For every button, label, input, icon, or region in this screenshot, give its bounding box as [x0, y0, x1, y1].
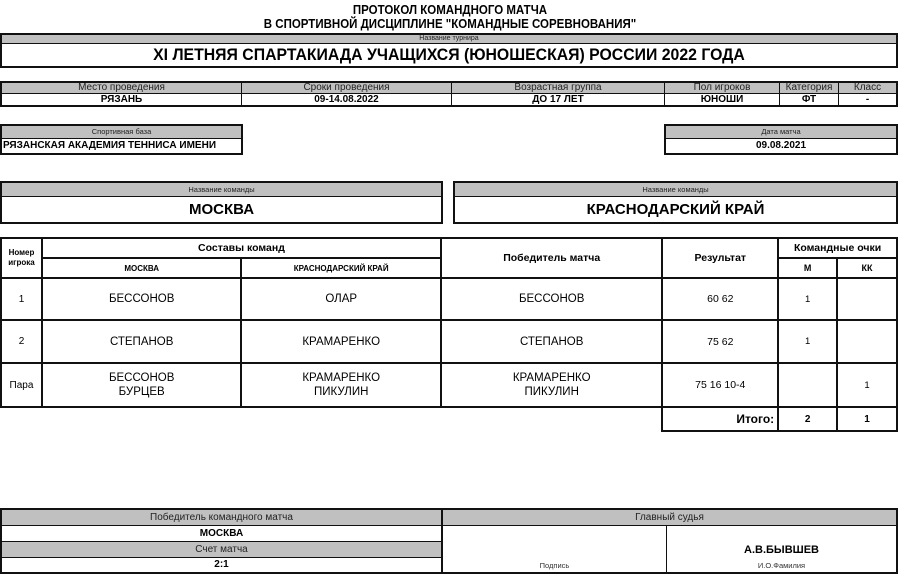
home-pair — [42, 363, 241, 407]
team-winner-label: Победитель командного матча — [2, 510, 441, 526]
dates-label: Сроки проведения — [242, 83, 452, 93]
home-player-1: БЕССОНОВ — [108, 372, 175, 384]
info-box — [0, 81, 898, 107]
venue-label: Место проведения — [2, 83, 242, 93]
points-home: 1 — [778, 278, 837, 320]
totals-spacer — [1, 407, 662, 431]
match-result: 75 16 10-4 — [662, 363, 778, 407]
home-player: СТЕПАНОВ — [42, 320, 241, 363]
away-team-name: КРАСНОДАРСКИЙ КРАЙ — [586, 201, 765, 218]
class-value: - — [865, 94, 870, 105]
points-away — [837, 278, 897, 320]
tournament-box — [0, 33, 898, 68]
player-number-header: Номер игрока — [1, 238, 42, 278]
points-away — [837, 320, 897, 363]
away-team-label: Название команды — [455, 183, 896, 197]
table-row — [1, 363, 897, 407]
sport-base-box — [0, 124, 243, 155]
match-winner: СТЕПАНОВ — [441, 320, 662, 363]
match-score-label: Счет матча — [2, 542, 441, 558]
table-row — [1, 320, 897, 363]
player-number: Пара — [1, 363, 42, 407]
totals-row — [1, 407, 897, 431]
match-score-value: 2:1 — [214, 559, 229, 570]
age-group-value: ДО 17 ЛЕТ — [452, 94, 665, 105]
result-header: Результат — [662, 238, 778, 278]
protocol-title: ПРОТОКОЛ КОМАНДНОГО МАТЧА — [352, 3, 548, 17]
points-home-header: М — [778, 258, 837, 278]
match-winner — [441, 363, 662, 407]
signature-label: Подпись — [539, 561, 570, 570]
venue-value: РЯЗАНЬ — [2, 94, 242, 105]
lineups-header: Составы команд — [42, 238, 441, 258]
points-home: 1 — [778, 320, 837, 363]
away-team-box — [453, 181, 898, 224]
match-result: 75 62 — [662, 320, 778, 363]
match-date-label: Дата матча — [666, 126, 896, 139]
team-points-header: Командные очки — [778, 238, 897, 258]
away-player: КРАМАРЕНКО — [241, 320, 441, 363]
results-table — [0, 237, 898, 432]
points-away-header: КК — [837, 258, 897, 278]
category-label: Категория — [780, 83, 839, 93]
match-date-box — [664, 124, 898, 155]
sport-base-label: Спортивная база — [2, 126, 241, 139]
points-away: 1 — [837, 363, 897, 407]
protocol-subtitle: В СПОРТИВНОЙ ДИСЦИПЛИНЕ "КОМАНДНЫЕ СОРЕВНОВАНИЯ" — [263, 17, 637, 31]
dates-value: 09-14.08.2022 — [242, 94, 452, 105]
tournament-name: XI ЛЕТНЯЯ СПАРТАКИАДА УЧАЩИХСЯ (ЮНОШЕСКАЯ) РОССИИ 2022 ГОДА — [153, 45, 745, 64]
home-team-box — [0, 181, 443, 224]
judge-name-cell — [667, 526, 896, 572]
away-lineup-header: КРАСНОДАРСКИЙ КРАЙ — [241, 258, 441, 278]
away-player: ОЛАР — [241, 278, 441, 320]
totals-away: 1 — [837, 407, 897, 431]
signature-cell — [443, 526, 667, 572]
home-team-label: Название команды — [2, 183, 441, 197]
home-team-name: МОСКВА — [188, 201, 255, 218]
home-player: БЕССОНОВ — [42, 278, 241, 320]
tournament-label: Название турнира — [2, 35, 896, 44]
home-player-2: БУРЦЕВ — [118, 386, 165, 398]
player-number: 2 — [1, 320, 42, 363]
winner-header: Победитель матча — [441, 238, 662, 278]
gender-value: ЮНОШИ — [665, 94, 780, 105]
judge-name-label: И.О.Фамилия — [757, 561, 806, 570]
team-winner-value: МОСКВА — [2, 526, 441, 542]
chief-judge-label: Главный судья — [443, 510, 896, 526]
home-lineup-header: МОСКВА — [42, 258, 241, 278]
totals-home: 2 — [778, 407, 837, 431]
match-date-value: 09.08.2021 — [755, 140, 807, 151]
winner-player-2: ПИКУЛИН — [524, 386, 579, 398]
player-number: 1 — [1, 278, 42, 320]
chief-judge-box — [441, 508, 898, 574]
away-pair — [241, 363, 441, 407]
away-player-2: ПИКУЛИН — [313, 386, 369, 398]
judge-name: А.В.БЫВШЕВ — [744, 544, 819, 556]
away-player-1: КРАМАРЕНКО — [302, 372, 381, 384]
sport-base-value: РЯЗАНСКАЯ АКАДЕМИЯ ТЕННИСА ИМЕНИ — [3, 140, 217, 151]
match-result: 60 62 — [662, 278, 778, 320]
category-value: ФТ — [780, 94, 839, 105]
table-row — [1, 278, 897, 320]
class-label: Класс — [853, 83, 882, 93]
match-winner: БЕССОНОВ — [441, 278, 662, 320]
winner-player-1: КРАМАРЕНКО — [512, 372, 591, 384]
age-group-label: Возрастная группа — [452, 83, 665, 93]
totals-label: Итого: — [662, 407, 778, 431]
gender-label: Пол игроков — [665, 83, 780, 93]
points-home — [778, 363, 837, 407]
team-winner-box — [0, 508, 443, 574]
